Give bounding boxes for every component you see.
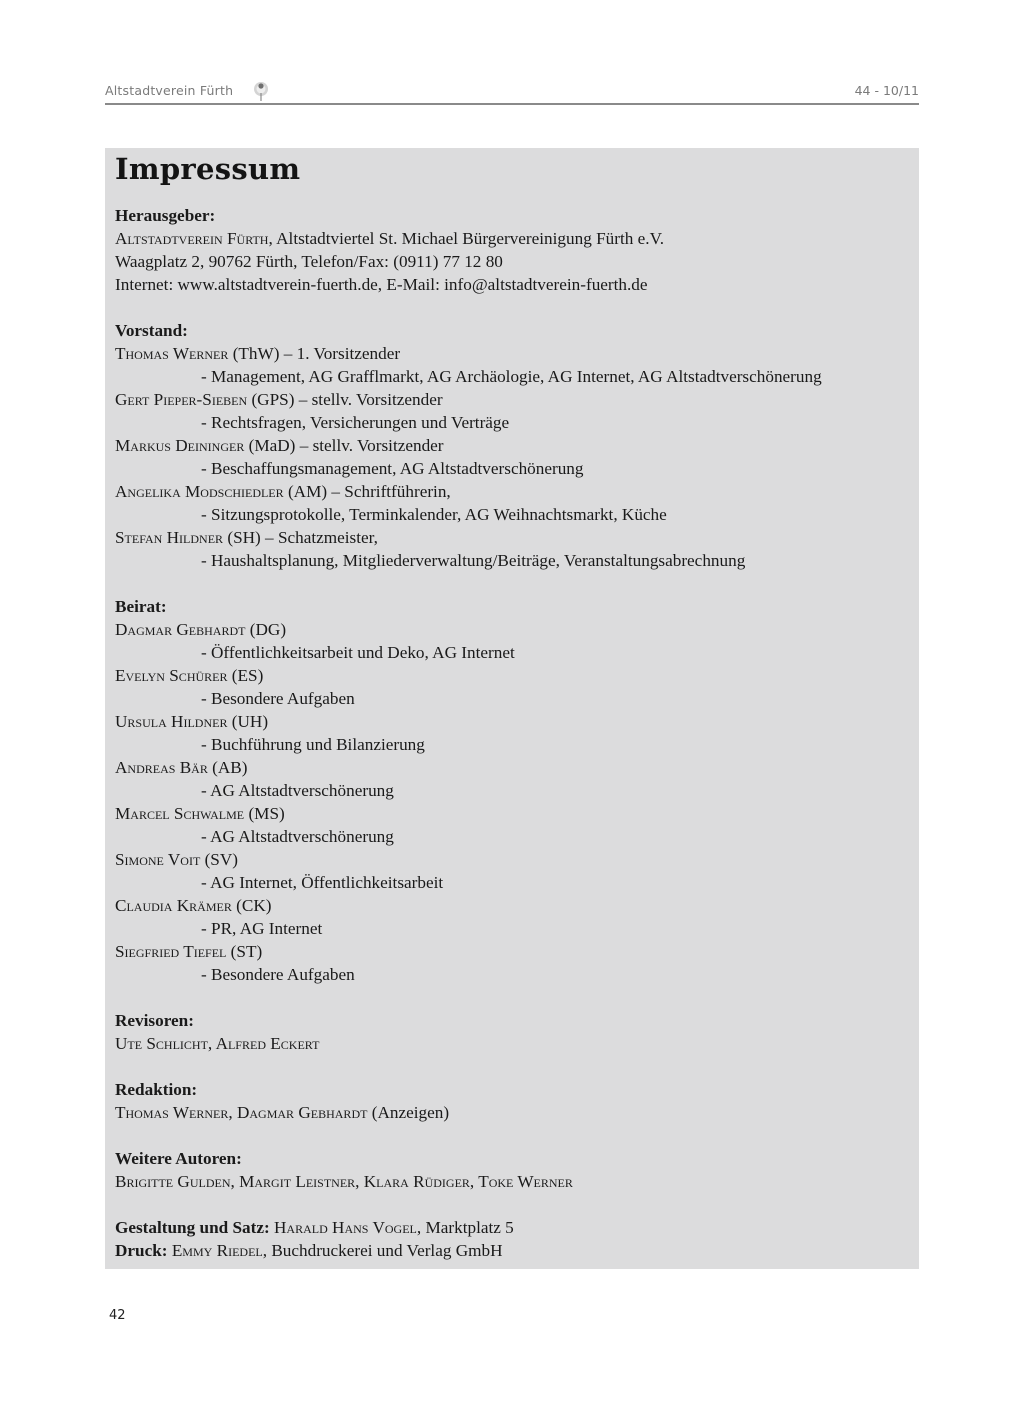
member bbox=[115, 664, 915, 710]
section-vorstand bbox=[115, 319, 915, 572]
member-name: Gert Pieper-Sieben bbox=[115, 390, 248, 409]
member-role: (ST) bbox=[226, 942, 263, 961]
impressum-content bbox=[115, 204, 915, 1262]
issue-number: 44 - 10/11 bbox=[854, 83, 919, 98]
member-name: Markus Deininger bbox=[115, 436, 245, 455]
org-name: Altstadtverein Fürth bbox=[115, 229, 269, 248]
member-tasks: - Rechtsfragen, Versicherungen und Verträge bbox=[201, 413, 510, 432]
auditor-names: Ute Schlicht, Alfred Eckert bbox=[115, 1034, 320, 1053]
member-tasks: - Besondere Aufgaben bbox=[201, 689, 355, 708]
editor-names: Thomas Werner, Dagmar Gebhardt bbox=[115, 1103, 368, 1122]
editor-note: (Anzeigen) bbox=[367, 1103, 450, 1122]
credit-detail: , Marktplatz 5 bbox=[416, 1218, 514, 1237]
impressum-box bbox=[105, 148, 919, 1269]
member-role: (SH) – Schatzmeister, bbox=[223, 528, 378, 547]
member-role: (ThW) – 1. Vorsitzender bbox=[228, 344, 401, 363]
editor-line bbox=[115, 1101, 915, 1124]
header-rule bbox=[105, 103, 919, 105]
member-name: Ursula Hildner bbox=[115, 712, 228, 731]
member-role: (DG) bbox=[245, 620, 287, 639]
section-herausgeber bbox=[115, 204, 915, 296]
section-heading: Beirat: bbox=[115, 597, 167, 616]
member-name: Marcel Schwalme bbox=[115, 804, 245, 823]
member bbox=[115, 434, 915, 480]
author-names: Brigitte Gulden, Margit Leistner, Klara Rüdiger, Toke Werner bbox=[115, 1172, 573, 1191]
member-role: (SV) bbox=[200, 850, 238, 869]
section-credits bbox=[115, 1216, 915, 1262]
member-role: (AM) – Schriftführerin, bbox=[283, 482, 451, 501]
member-name: Simone Voit bbox=[115, 850, 201, 869]
member bbox=[115, 526, 915, 572]
member-name: Stefan Hildner bbox=[115, 528, 224, 547]
member-name: Andreas Bär bbox=[115, 758, 208, 777]
member bbox=[115, 342, 915, 388]
publication-name: Altstadtverein Fürth bbox=[105, 83, 234, 98]
member-tasks: - Management, AG Grafflmarkt, AG Archäologie, AG Internet, AG Altstadtverschönerung bbox=[201, 367, 822, 386]
member bbox=[115, 710, 915, 756]
credit-label: Druck: bbox=[115, 1241, 168, 1260]
member-tasks: - Beschaffungsmanagement, AG Altstadtverschönerung bbox=[201, 459, 584, 478]
credit-name: Emmy Riedel bbox=[167, 1241, 263, 1260]
member-name: Siegfried Tiefel bbox=[115, 942, 227, 961]
member-name: Dagmar Gebhardt bbox=[115, 620, 246, 639]
member bbox=[115, 894, 915, 940]
member bbox=[115, 848, 915, 894]
member bbox=[115, 940, 915, 986]
member-tasks: - Sitzungsprotokolle, Terminkalender, AG Weihnachtsmarkt, Küche bbox=[201, 505, 667, 524]
member-tasks: - Besondere Aufgaben bbox=[201, 965, 355, 984]
member-name: Thomas Werner bbox=[115, 344, 229, 363]
section-autoren bbox=[115, 1147, 915, 1193]
section-revisoren bbox=[115, 1009, 915, 1055]
flower-emblem-icon bbox=[253, 81, 269, 101]
section-heading: Vorstand: bbox=[115, 321, 188, 340]
section-heading: Herausgeber: bbox=[115, 206, 216, 225]
member-tasks: - AG Altstadtverschönerung bbox=[201, 781, 394, 800]
running-header bbox=[105, 82, 919, 104]
member-role: (CK) bbox=[231, 896, 272, 915]
member bbox=[115, 802, 915, 848]
credit-name: Harald Hans Vogel bbox=[269, 1218, 417, 1237]
credit-label: Gestaltung und Satz: bbox=[115, 1218, 270, 1237]
section-redaktion bbox=[115, 1078, 915, 1124]
section-heading: Weitere Autoren: bbox=[115, 1149, 242, 1168]
member-name: Angelika Modschiedler bbox=[115, 482, 284, 501]
section-beirat bbox=[115, 595, 915, 986]
section-heading: Revisoren: bbox=[115, 1011, 194, 1030]
member-role: (GPS) – stellv. Vorsitzender bbox=[247, 390, 443, 409]
member-tasks: - AG Altstadtverschönerung bbox=[201, 827, 394, 846]
member-name: Evelyn Schürer bbox=[115, 666, 228, 685]
address-line: Waagplatz 2, 90762 Fürth, Telefon/Fax: (0911) 77 12 80 bbox=[115, 252, 503, 271]
member-tasks: - Öffentlichkeitsarbeit und Deko, AG Internet bbox=[201, 643, 515, 662]
member-tasks: - Haushaltsplanung, Mitgliederverwaltung/Beiträge, Veranstaltungsabrechnung bbox=[201, 551, 746, 570]
member bbox=[115, 618, 915, 664]
member-role: (AB) bbox=[207, 758, 248, 777]
section-heading: Redaktion: bbox=[115, 1080, 198, 1099]
internet-line: Internet: www.altstadtverein-fuerth.de, E-Mail: info@altstadtverein-fuerth.de bbox=[115, 275, 648, 294]
member-tasks: - PR, AG Internet bbox=[201, 919, 323, 938]
org-description: , Altstadtviertel St. Michael Bürgervereinigung Fürth e.V. bbox=[268, 229, 665, 248]
page-number: 42 bbox=[109, 1308, 126, 1323]
page-title: Impressum bbox=[115, 152, 301, 186]
member-role: (MS) bbox=[244, 804, 285, 823]
credit-detail: , Buchdruckerei und Verlag GmbH bbox=[262, 1241, 503, 1260]
layout-credit bbox=[115, 1216, 915, 1239]
member-tasks: - AG Internet, Öffentlichkeitsarbeit bbox=[201, 873, 444, 892]
publisher-line bbox=[115, 227, 915, 250]
member-role: (ES) bbox=[227, 666, 264, 685]
member-role: (UH) bbox=[227, 712, 269, 731]
member-name: Claudia Krämer bbox=[115, 896, 232, 915]
member-role: (MaD) – stellv. Vorsitzender bbox=[244, 436, 444, 455]
member-tasks: - Buchführung und Bilanzierung bbox=[201, 735, 425, 754]
member bbox=[115, 388, 915, 434]
member bbox=[115, 480, 915, 526]
print-credit bbox=[115, 1239, 915, 1262]
member bbox=[115, 756, 915, 802]
